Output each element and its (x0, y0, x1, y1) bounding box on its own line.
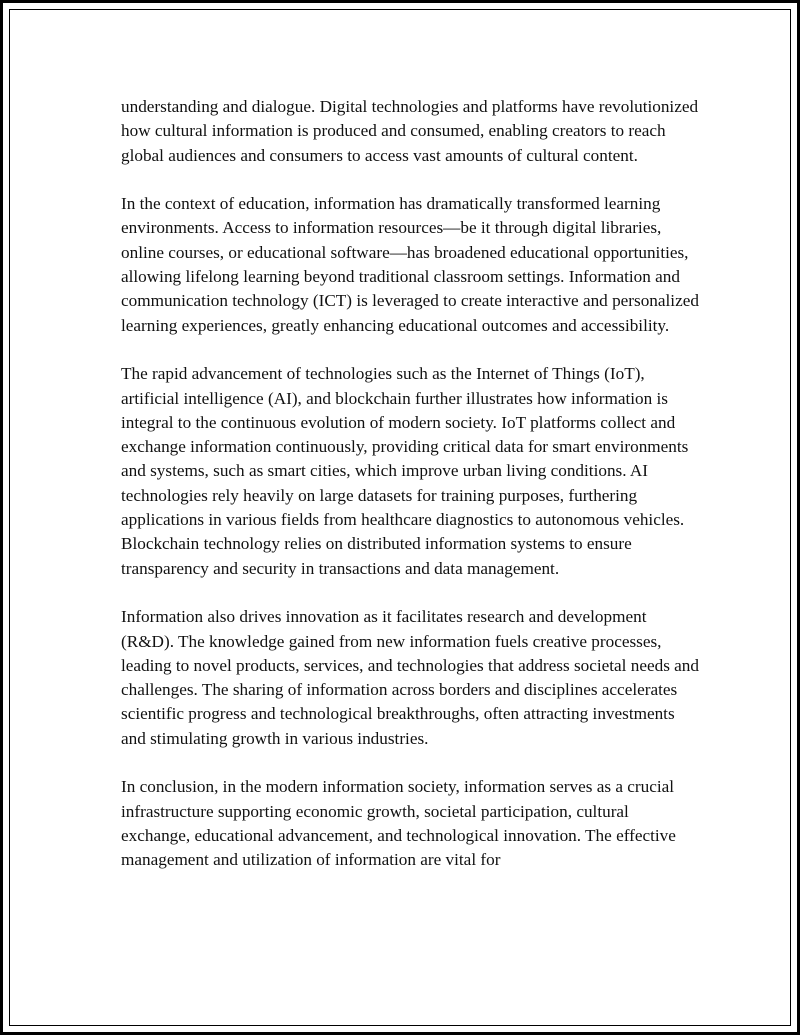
document-body (121, 95, 701, 873)
paragraph-cultural-dialogue: understanding and dialogue. Digital technologies and platforms have revolutionized how cultural information is produced and consumed, enabling creators to reach global audiences and consumers to access vast amounts of cultural content. (121, 97, 699, 165)
paragraph-innovation: Information also drives innovation as it facilitates research and development (R&D). The knowledge gained from new information fuels creative processes, leading to novel products, services, and technologies that address societal needs and challenges. The sharing of information across borders and disciplines accelerates scientific progress and technological breakthroughs, often attracting investments and stimulating growth in various industries. (121, 607, 699, 748)
paragraph-technologies: The rapid advancement of technologies such as the Internet of Things (IoT), artificial intelligence (AI), and blockchain further illustrates how information is integral to the continuous evolution of modern society. IoT platforms collect and exchange information continuously, providing critical data for smart environments and systems, such as smart cities, which improve urban living conditions. AI technologies rely heavily on large datasets for training purposes, furthering applications in various fields from healthcare diagnostics to autonomous vehicles. Blockchain technology relies on distributed information systems to ensure transparency and security in transactions and data management. (121, 364, 689, 578)
paragraph-conclusion: In conclusion, in the modern information society, information serves as a crucial infrastructure supporting economic growth, societal participation, cultural exchange, educational advancement, and technological innovation. The effective management and utilization of information are vital for (121, 777, 676, 870)
paragraph-education: In the context of education, information has dramatically transformed learning environments. Access to information resources—be it through digital libraries, online courses, or educational software—has broadened educational opportunities, allowing lifelong learning beyond traditional classroom settings. Information and communication technology (ICT) is leveraged to create interactive and personalized learning experiences, greatly enhancing educational outcomes and accessibility. (121, 194, 699, 335)
